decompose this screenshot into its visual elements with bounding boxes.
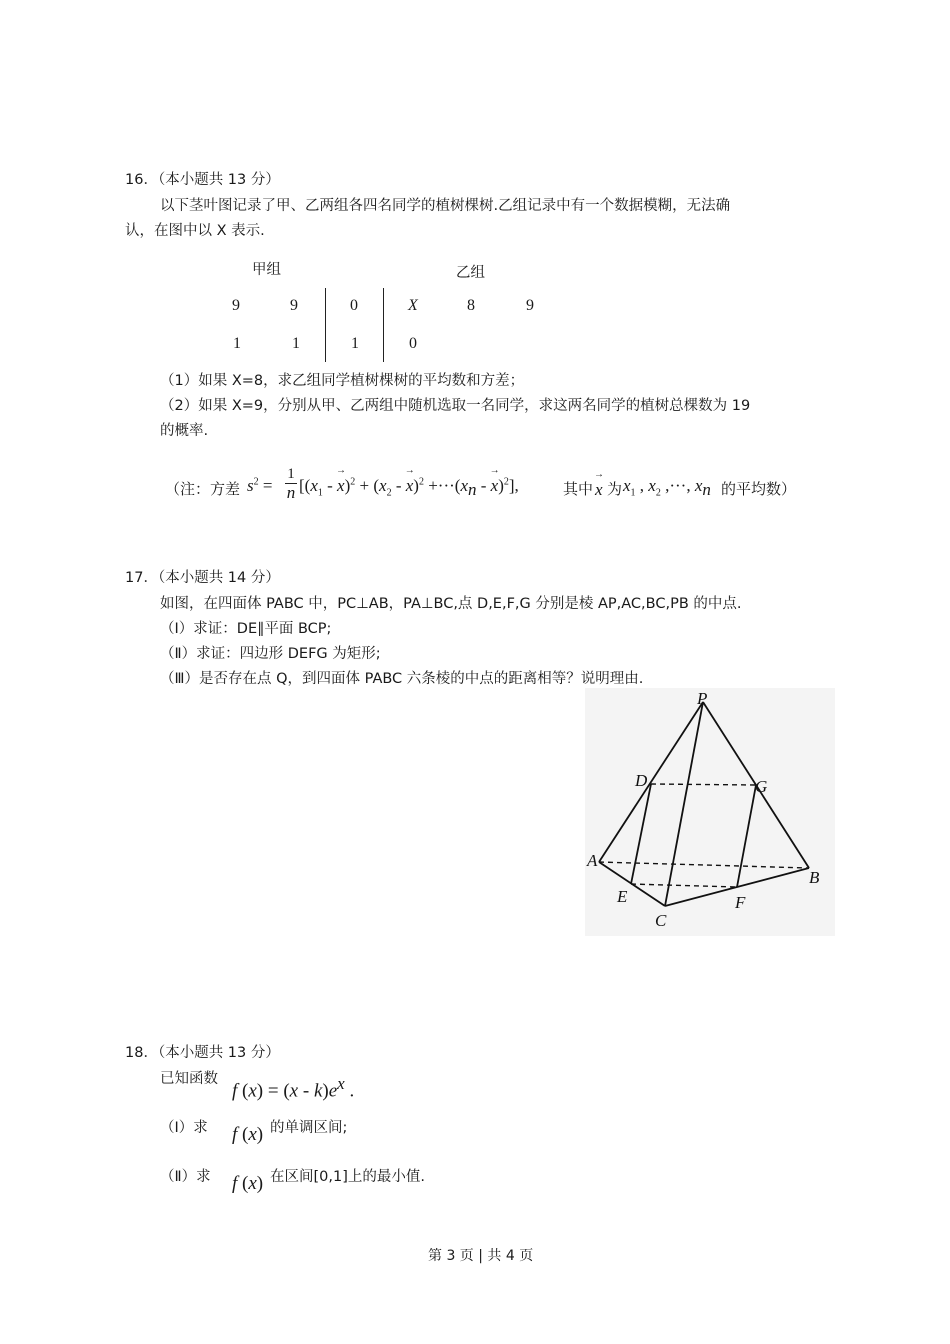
leaf-right-r1-c1: X: [408, 297, 418, 314]
label-b: B: [809, 868, 820, 887]
q18-header: 18．（本小题共 13 分）: [125, 1045, 280, 1061]
q17-intro: 如图，在四面体 PABC 中，PC⊥AB，PA⊥BC,点 D,E,F,G 分别是棱 AP,AC,BC,PB 的中点.: [160, 596, 742, 612]
fraction-one-over-n: 1 n: [286, 466, 296, 502]
note-mid2: 为: [607, 480, 623, 498]
label-e: E: [617, 887, 628, 906]
leaf-right-r1-c2: 8: [467, 297, 475, 314]
q16-intro-line2: 认，在图中以 X 表示.: [125, 223, 265, 239]
leaf-left-r1-c1: 9: [232, 297, 240, 314]
q16-part2-line1: （2）如果 X=9，分别从甲、乙两组中随机选取一名同学，求这两名同学的植树总棵数为 19: [160, 398, 751, 414]
leaf-left-r2-c2: 1: [292, 335, 300, 352]
variance-symbol: $s^2$ =: [247, 476, 273, 495]
q17-part3: （Ⅲ）是否存在点 Q，到四面体 PABC 六条棱的中点的距离相等？说明理由.: [160, 671, 644, 687]
stem-r1: 0: [350, 297, 358, 314]
leaf-left-r1-c2: 9: [290, 297, 298, 314]
note-suffix: 的平均数）: [721, 480, 797, 498]
leaf-right-r1-c3: 9: [526, 297, 534, 314]
tetrahedron-figure: [585, 688, 835, 936]
q16-part1: （1）如果 X=8，求乙组同学植树棵树的平均数和方差；: [160, 373, 525, 389]
left-group-title: 甲组: [252, 262, 281, 278]
label-a: A: [587, 851, 598, 870]
label-g: G: [755, 777, 768, 796]
label-p: P: [697, 689, 708, 708]
note-prefix: （注：方差: [165, 480, 241, 498]
stem-leaf-plot: [220, 255, 560, 365]
q18-part1-suffix: 的单调区间;: [270, 1120, 348, 1136]
q18-part2-suffix: 在区间[0,1]上的最小值.: [270, 1169, 425, 1185]
sample-list: $x_1$ , $x_2$ ,···, $x_n$: [623, 476, 711, 500]
q17-part1: （Ⅰ）求证：DE∥平面 BCP;: [160, 621, 332, 637]
label-d: D: [635, 771, 648, 790]
note-mid: 其中: [563, 480, 594, 498]
page-footer: 第 3 页 | 共 4 页: [428, 1248, 534, 1264]
q18-part2-prefix: （Ⅱ）求: [160, 1169, 211, 1185]
stem-divider-left: [325, 288, 326, 362]
q17-part2: （Ⅱ）求证：四边形 DEFG 为矩形;: [160, 646, 381, 662]
part2-fx: f (x): [232, 1173, 264, 1194]
variance-note: [165, 466, 825, 512]
mean-symbol: → x: [595, 480, 603, 500]
q18-part1-prefix: （Ⅰ）求: [160, 1120, 208, 1136]
q16-header: 16．（本小题共 13 分）: [125, 172, 280, 188]
stem-r2: 1: [351, 335, 359, 352]
right-group-title: 乙组: [456, 265, 485, 281]
label-c: C: [655, 911, 667, 930]
q16-part2-line2: 的概率.: [160, 423, 209, 439]
function-definition: f $(x) = (x - k)e^x$ .: [232, 1074, 355, 1102]
q17-header: 17．（本小题共 14 分）: [125, 570, 280, 586]
leaf-left-r2-c1: 1: [233, 335, 241, 352]
variance-formula-body: [($x_1$ - → $x)^2 + (x_2$ - → $x)^2 +\cdot\cdot\cdot(x_n$ - → x)$^2$],: [299, 476, 519, 500]
label-f: F: [735, 893, 746, 912]
leaf-right-r2-c1: 0: [409, 335, 417, 352]
part1-fx: f (x): [232, 1124, 264, 1145]
stem-divider-right: [383, 288, 384, 362]
q16-intro-line1: 以下茎叶图记录了甲、乙两组各四名同学的植树棵树.乙组记录中有一个数据模糊，无法确: [160, 198, 731, 214]
q18-intro: 已知函数: [160, 1071, 218, 1087]
